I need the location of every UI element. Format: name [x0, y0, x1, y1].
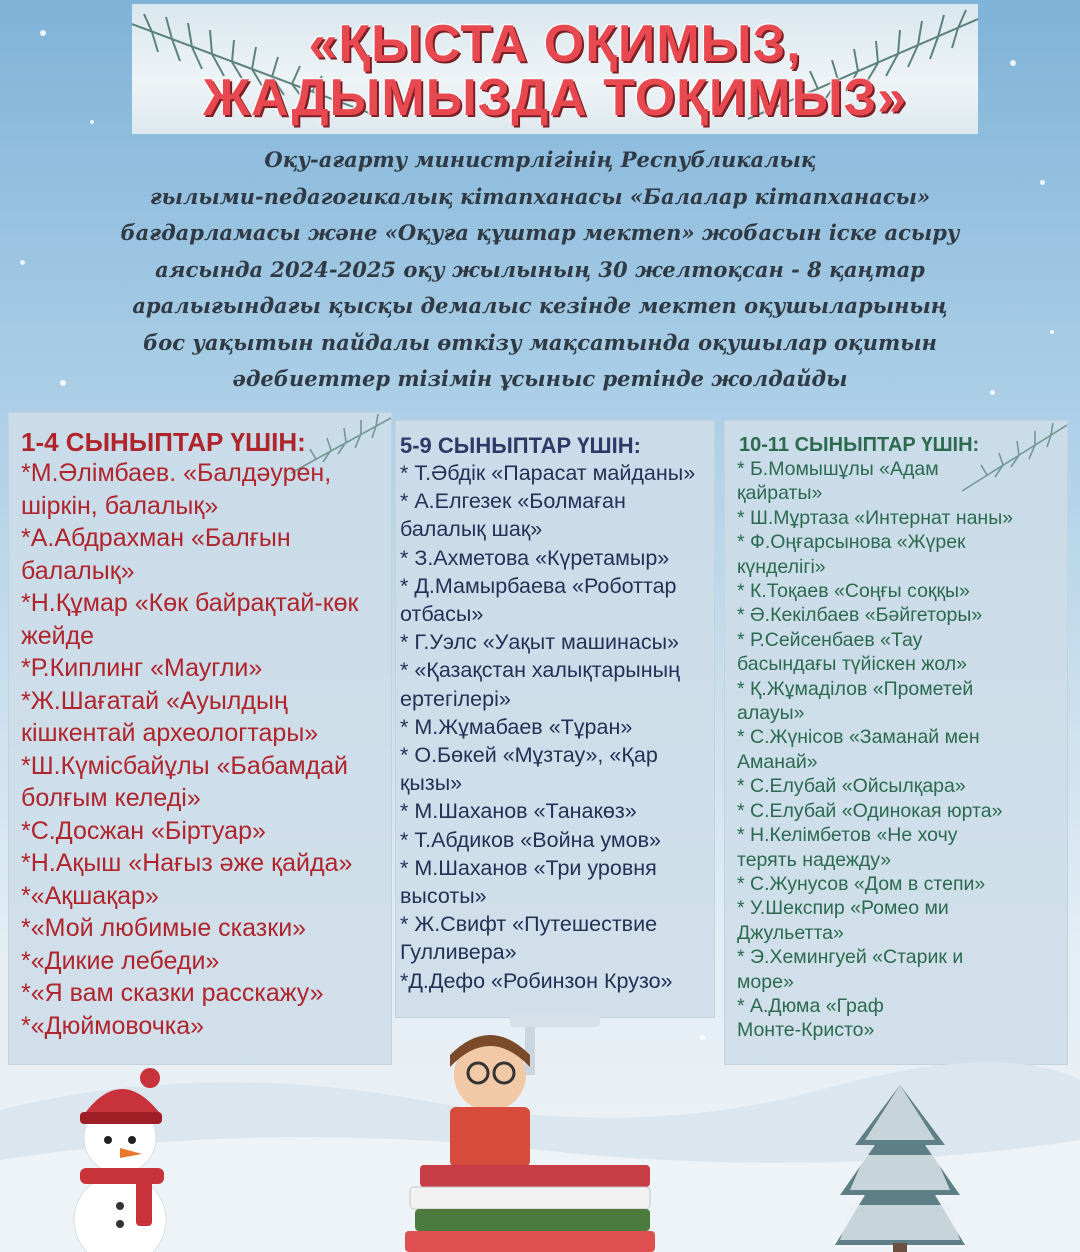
grades-1-4-panel: [8, 412, 392, 1065]
list-item: * Д.Мамырбаева «Роботтар отбасы»: [400, 573, 677, 627]
list-item: * У.Шекспир «Ромео ми Джульетта»: [737, 897, 949, 944]
list-item: * Ш.Мұртаза «Интернат наны»: [737, 506, 1014, 529]
intro-line: ғылыми-педагогикалық кітапханасы «Балалар кітапханасы»: [149, 183, 931, 209]
list-item: * А.Дюма «Граф Монте-Кристо»: [737, 994, 884, 1042]
list-item: * Н.Келімбетов «Не хочу терять надежду»: [737, 824, 958, 871]
list-item: *Д.Дефо «Робинзон Крузо»: [400, 968, 673, 993]
list-item: * Қ.Жұмаділов «Прометей алауы»: [737, 677, 974, 725]
list-item: *«Дюймовочка»: [21, 1011, 205, 1040]
list-item: * М.Жұмабаев «Тұран»: [400, 714, 633, 739]
book-list: [396, 459, 714, 995]
title-banner: [132, 4, 978, 134]
intro-line: аясында 2024-2025 оқу жылының 30 желтоқсан - 8 қаңтар: [155, 256, 925, 282]
list-item: *Ш.Күмісбайұлы «Бабамдай болғым келеді»: [21, 751, 349, 812]
list-item: * З.Ахметова «Күретамыр»: [400, 545, 670, 570]
column-title: 5-9 СЫНЫПТАР ҮШІН:: [400, 433, 641, 458]
list-item: * Т.Әбдік «Парасат майданы»: [400, 461, 696, 485]
list-item: * С.Жүнісов «Заманай мен Аманай»: [737, 726, 980, 773]
list-item: * С.Елубай «Ойсылқара»: [737, 775, 966, 798]
list-item: *«Мой любимые сказки»: [21, 914, 307, 942]
list-item: *«Ақшақар»: [21, 881, 159, 910]
list-item: * О.Бөкей «Мұзтау», «Қар қызы»: [400, 743, 658, 796]
column-title: 10-11 СЫНЫПТАР ҮШІН:: [739, 434, 980, 456]
list-item: * Г.Уэлс «Уақыт машинасы»: [400, 630, 679, 655]
list-item: * Р.Сейсенбаев «Тау басындағы түйіскен жол»: [737, 628, 967, 676]
intro-line: аралығындағы қысқы демалыс кезінде мектеп оқушыларының: [132, 293, 948, 318]
book-list: [9, 457, 391, 1042]
list-item: * Т.Абдиков «Война умов»: [400, 827, 662, 852]
intro-line: бағдарламасы және «Оқуға құштар мектеп» жобасын іске асыру: [120, 220, 960, 245]
list-item: * С.Елубай «Одинокая юрта»: [737, 799, 1003, 822]
snowman-icon: [40, 1060, 200, 1252]
grades-5-9-panel: [395, 420, 715, 1018]
list-item: * Ә.Кекілбаев «Бәйгеторы»: [737, 604, 983, 627]
list-item: * А.Елгезек «Болмаған балалық шақ»: [400, 489, 626, 542]
list-item: *«Дикие лебеди»: [21, 946, 220, 975]
list-item: *Н.Ақыш «Нағыз әже қайда»: [21, 849, 353, 877]
intro-line: бос уақытын пайдалы өткізу мақсатында оқушылар оқитын: [143, 329, 937, 355]
list-item: *М.Әлімбаев. «Балдәурен, шіркін, балалық»: [21, 459, 332, 520]
column-title: 1-4 СЫНЫПТАР ҮШІН:: [21, 427, 306, 457]
list-item: * Ж.Свифт «Путешествие Гулливера»: [400, 912, 658, 965]
list-item: * К.Тоқаев «Соңғы соққы»: [737, 580, 970, 603]
list-item: * Ф.Оңғарсынова «Жүрек күнделігі»: [737, 531, 966, 578]
list-item: * «Қазақстан халықтарының ертегілері»: [400, 658, 680, 711]
title-line-1: «ҚЫСТА ОҚИМЫЗ,: [308, 15, 802, 73]
list-item: *«Я вам сказки расскажу»: [21, 979, 324, 1007]
title-line-2: ЖАДЫМЫЗДА ТОҚИМЫЗ»: [202, 69, 908, 127]
grades-10-11-panel: [724, 420, 1068, 1065]
list-item: * С.Жунусов «Дом в степи»: [737, 872, 986, 895]
snowy-tree-icon: [835, 1085, 965, 1252]
list-item: *Н.Құмар «Көк байрақтай-көк жейде: [21, 589, 359, 650]
list-item: *А.Абдрахман «Балғын балалық»: [21, 524, 291, 585]
intro-line: әдебиеттер тізімін ұсыныс ретінде жолдайды: [232, 366, 848, 391]
list-item: *Ж.Шағатай «Ауылдың кішкентай археологтары»: [21, 686, 319, 747]
book-list: [725, 457, 1067, 1043]
list-item: * М.Шаханов «Танакөз»: [400, 799, 637, 824]
list-item: * Б.Момышұлы «Адам қайраты»: [737, 458, 939, 505]
list-item: *Р.Киплинг «Маугли»: [21, 654, 263, 682]
book-stack-reader-icon: [390, 1015, 670, 1252]
intro-line: Оқу-ағарту министрлігінің Республикалық: [264, 147, 816, 172]
list-item: * Э.Хемингуей «Старик и море»: [737, 946, 964, 993]
list-item: * М.Шаханов «Три уровня высоты»: [400, 855, 657, 909]
intro-paragraph: [20, 142, 1060, 398]
list-item: *С.Досжан «Біртуар»: [21, 816, 266, 845]
